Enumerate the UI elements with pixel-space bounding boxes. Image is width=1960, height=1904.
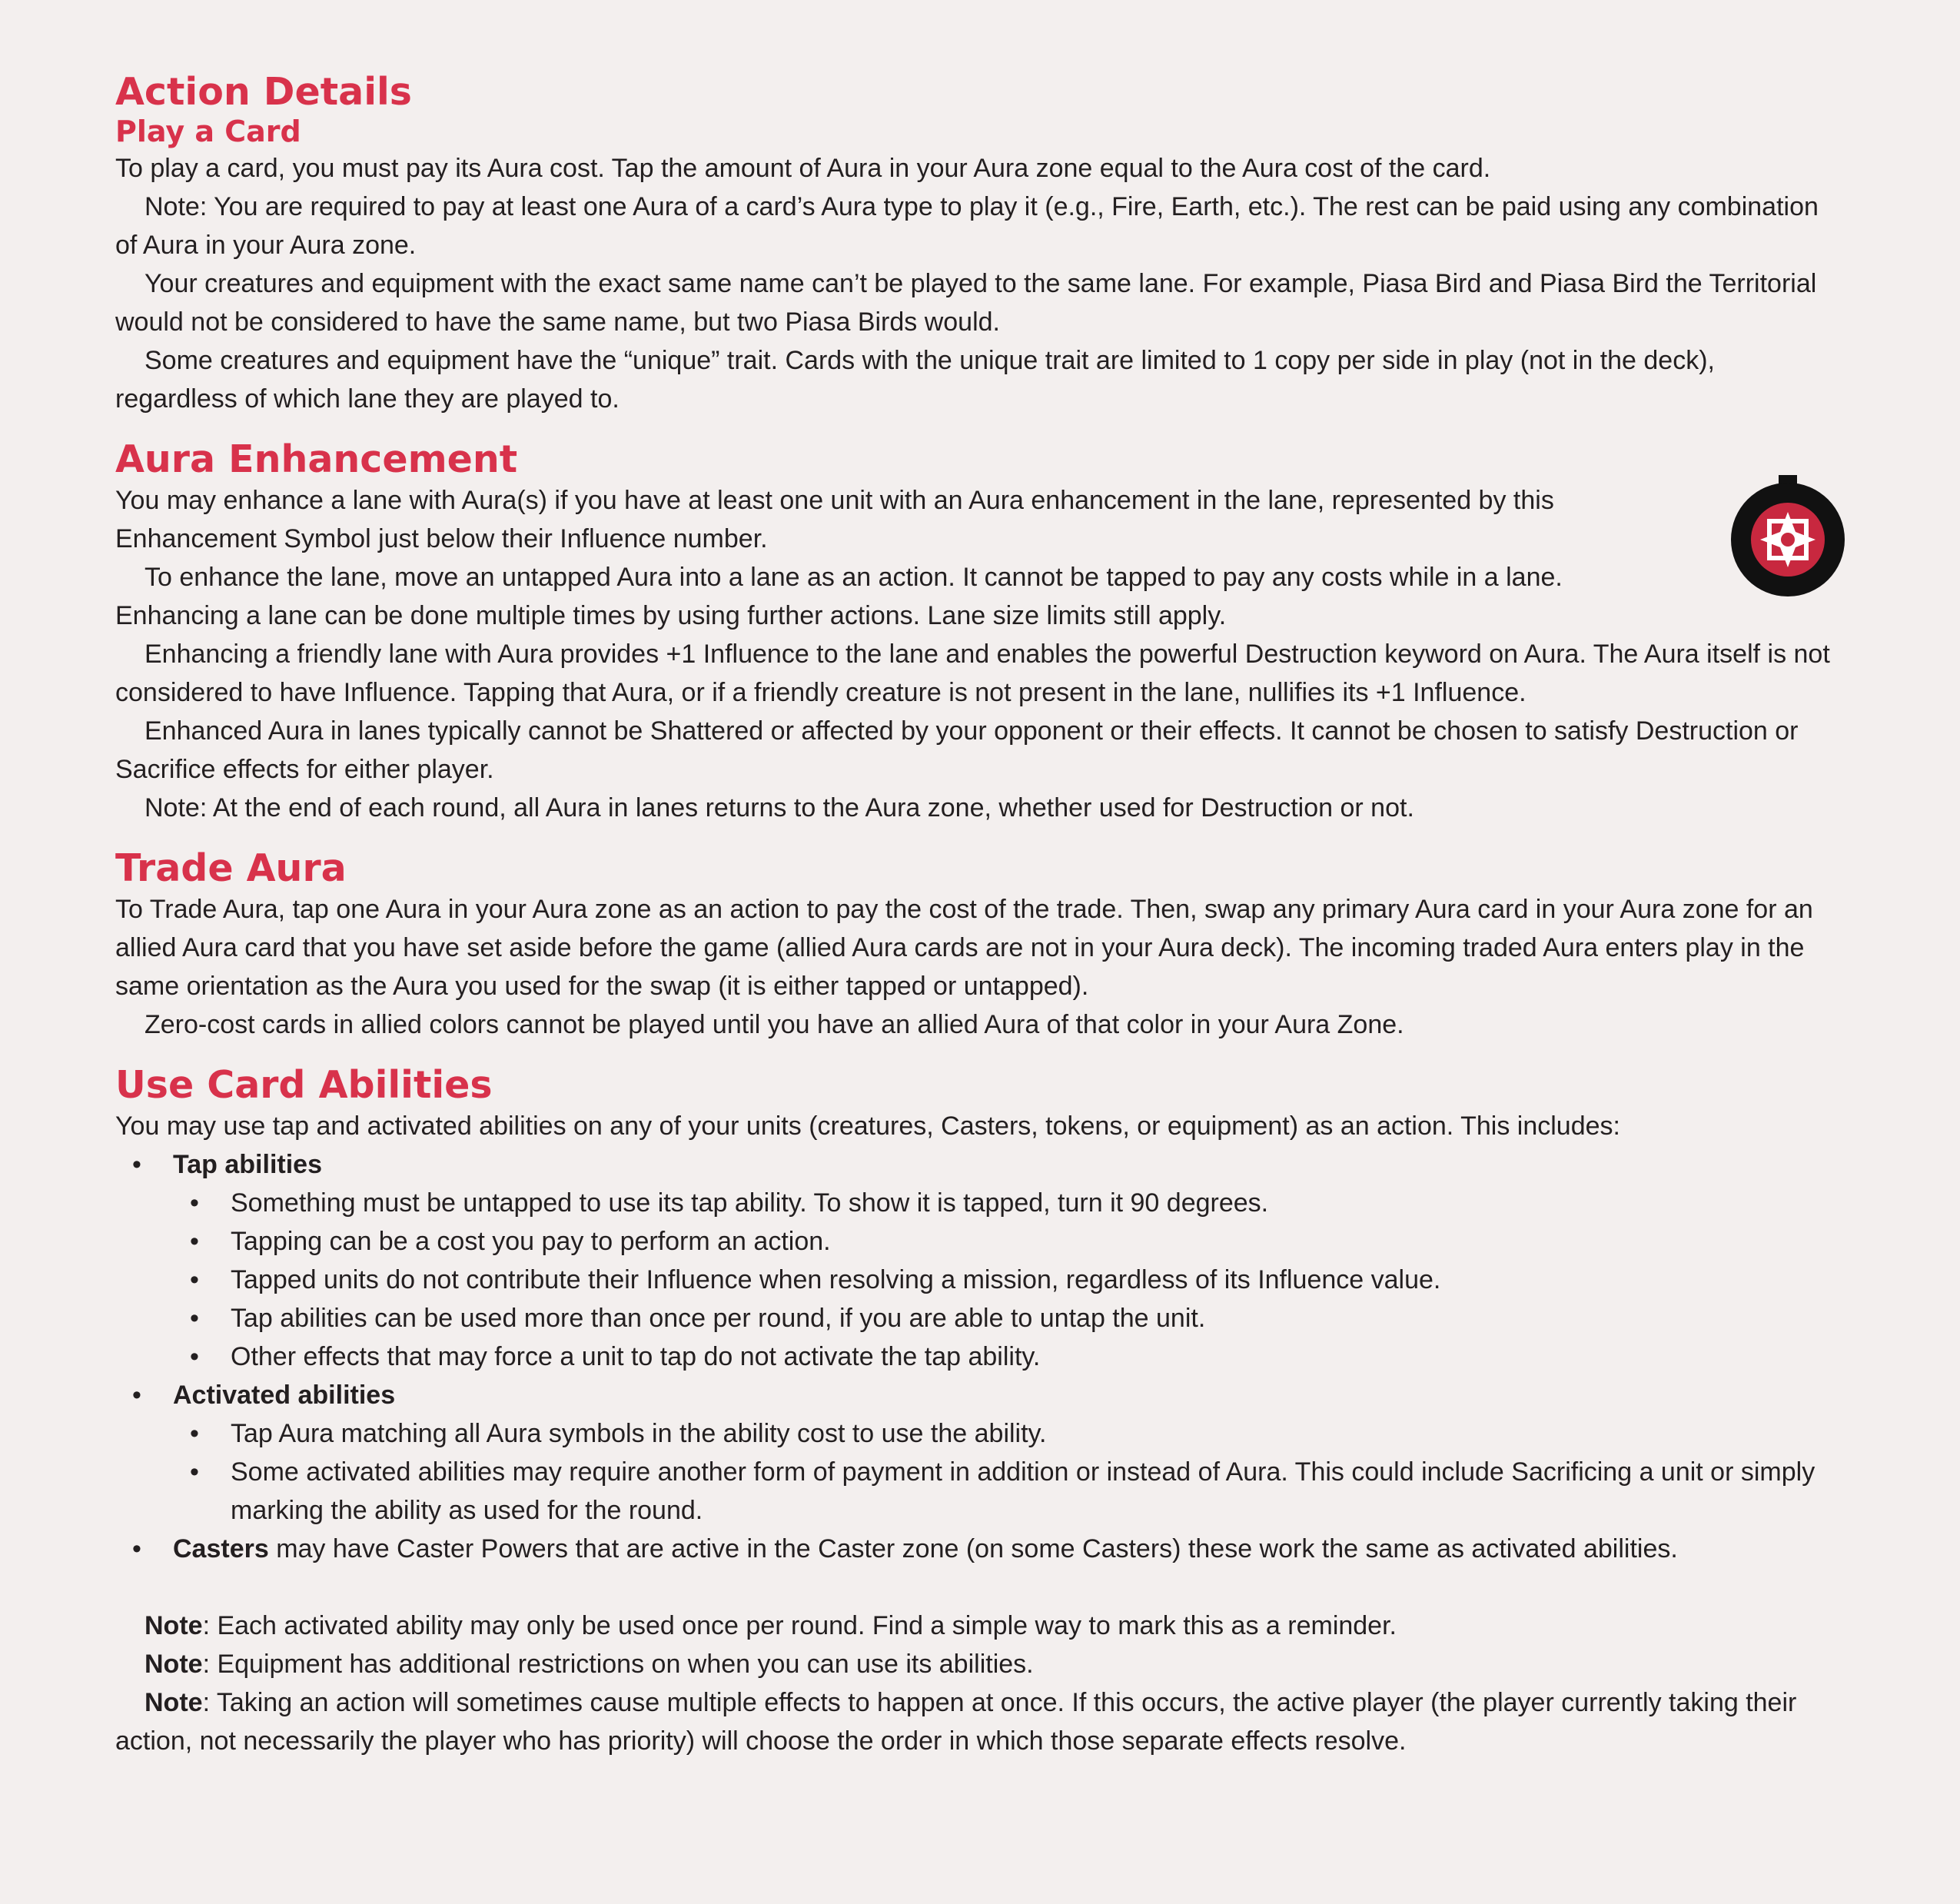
note-label: Note — [145, 1688, 203, 1717]
play-card-paragraph-1: To play a card, you must pay its Aura cost. Tap the amount of Aura in your Aura zone equal to the Aura cost of the card. — [115, 154, 1491, 183]
aura-enhancement-section — [115, 438, 1837, 827]
tap-ability-bullet: • Tapping can be a cost you pay to perform an action. — [173, 1222, 1837, 1261]
rules-page — [115, 71, 1837, 1760]
note-text: : Equipment has additional restrictions on when you can use its abilities. — [202, 1650, 1034, 1679]
play-card-paragraph-2: Note: You are required to pay at least one Aura of a card’s Aura type to play it (e.g., Fire, Earth, etc.). The rest can be paid using any combination of Aura in your Aura zone. — [115, 192, 1819, 260]
note-text: : Each activated ability may only be used once per round. Find a simple way to mark this as a reminder. — [202, 1611, 1397, 1640]
aura-enhancement-paragraph-1: You may enhance a lane with Aura(s) if you have at least one unit with an Aura enhancement in the lane, represented by this Enhancement Symbol just below their Influence number. — [115, 486, 1554, 553]
activated-abilities-item — [115, 1376, 1837, 1530]
note-text: : Taking an action will sometimes cause multiple effects to happen at once. If this occurs, the active player (the player currently taking their action, not necessarily the player who has priority) will choose the order in which those separate effects resolve. — [115, 1688, 1797, 1756]
trade-aura-heading: Trade Aura — [115, 846, 347, 890]
note-3 — [115, 1683, 1837, 1760]
aura-enhancement-paragraph-4: Enhanced Aura in lanes typically cannot be Shattered or affected by your opponent or their effects. It cannot be chosen to satisfy Destruction or Sacrifice effects for either player. — [115, 716, 1799, 784]
note-2 — [115, 1645, 1837, 1683]
note-label: Note — [145, 1611, 203, 1640]
tap-abilities-label: Tap abilities — [173, 1150, 322, 1179]
aura-enhancement-paragraph-2: To enhance the lane, move an untapped Aura into a lane as an action. It cannot be tapped to pay any costs while in a lane. Enhancing a lane can be done multiple times by using further actions. Lane size limits still apply. — [115, 563, 1563, 630]
action-details-heading: Action Details — [115, 70, 412, 114]
tap-ability-bullet: • Something must be untapped to use its tap ability. To show it is tapped, turn it 90 degrees. — [173, 1184, 1837, 1222]
note-1 — [115, 1607, 1837, 1645]
trade-aura-paragraph-1: To Trade Aura, tap one Aura in your Aura zone as an action to pay the cost of the trade. Then, swap any primary Aura card in your Aura zone for an allied Aura card that you have set aside before the game (allied Aura cards are not in your Aura deck). The incoming traded Aura enters play in the same orientation as the Aura you used for the swap (it is either tapped or untapped). — [115, 895, 1813, 1001]
trade-aura-paragraph-2: Zero-cost cards in allied colors cannot be played until you have an allied Aura of that color in your Aura Zone. — [145, 1010, 1404, 1039]
aura-enhancement-paragraph-5: Note: At the end of each round, all Aura in lanes returns to the Aura zone, whether used for Destruction or not. — [145, 793, 1414, 822]
tap-ability-bullet: • Tapped units do not contribute their Influence when resolving a mission, regardless of its Influence value. — [173, 1261, 1837, 1299]
tap-abilities-sublist — [173, 1184, 1837, 1376]
activated-abilities-sublist — [173, 1414, 1837, 1530]
activated-ability-bullet: • Tap Aura matching all Aura symbols in the ability cost to use the ability. — [173, 1414, 1837, 1453]
trade-aura-section — [115, 847, 1837, 1044]
tap-ability-bullet: • Tap abilities can be used more than once per round, if you are able to untap the unit. — [173, 1299, 1837, 1337]
abilities-list — [115, 1145, 1837, 1568]
play-card-paragraph-3: Your creatures and equipment with the exact same name can’t be played to the same lane. For example, Piasa Bird and Piasa Bird the Territorial would not be considered to have the same name, but two Piasa Birds would. — [115, 269, 1817, 337]
note-label: Note — [145, 1650, 203, 1679]
play-a-card-heading: Play a Card — [115, 115, 301, 148]
tap-ability-bullet: • Other effects that may force a unit to tap do not activate the tap ability. — [173, 1337, 1837, 1376]
tap-abilities-item — [115, 1145, 1837, 1376]
activated-ability-bullet: • Some activated abilities may require another form of payment in addition or instead of Aura. This could include Sacrificing a unit or simply marking the ability as used for the round. — [173, 1453, 1837, 1530]
use-card-abilities-intro: You may use tap and activated abilities on any of your units (creatures, Casters, tokens, or equipment) as an action. This includes: — [115, 1111, 1620, 1141]
use-card-abilities-heading: Use Card Abilities — [115, 1063, 493, 1107]
aura-enhancement-heading: Aura Enhancement — [115, 437, 518, 481]
casters-label: Casters — [173, 1534, 269, 1563]
activated-abilities-label: Activated abilities — [173, 1381, 396, 1410]
aura-enhancement-paragraph-3: Enhancing a friendly lane with Aura provides +1 Influence to the lane and enables the powerful Destruction keyword on Aura. The Aura itself is not considered to have Influence. Tapping that Aura, or if a friendly creature is not present in the lane, nullifies its +1 Influence. — [115, 640, 1830, 707]
casters-item — [115, 1530, 1837, 1568]
enhancement-symbol-icon — [1729, 475, 1846, 598]
play-card-paragraph-4: Some creatures and equipment have the “unique” trait. Cards with the unique trait are limited to 1 copy per side in play (not in the deck), regardless of which lane they are played to. — [115, 346, 1715, 414]
casters-text: may have Caster Powers that are active in the Caster zone (on some Casters) these work the same as activated abilities. — [268, 1534, 1678, 1563]
use-card-abilities-section — [115, 1064, 1837, 1760]
action-details-section — [115, 71, 1837, 418]
